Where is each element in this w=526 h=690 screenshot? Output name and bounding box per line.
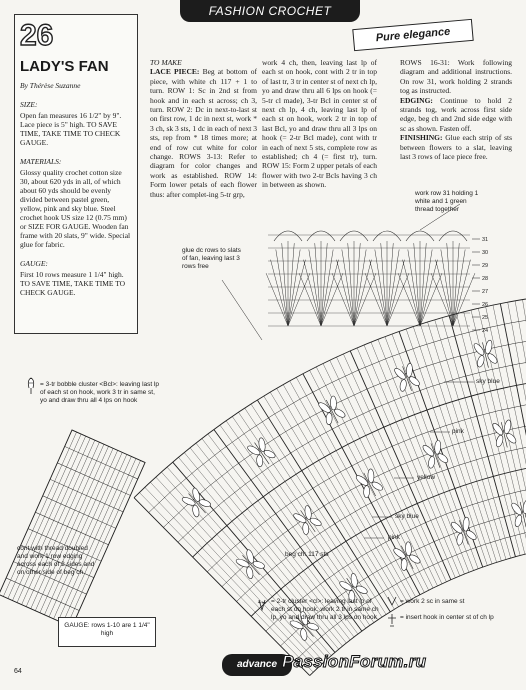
- color-label-yellow: yellow: [417, 474, 436, 481]
- row-number-label: 31: [482, 237, 489, 243]
- pure-elegance-tag: Pure elegance: [352, 19, 473, 51]
- color-label-pink-2: pink: [388, 534, 400, 541]
- project-number: 26: [20, 19, 54, 52]
- bobble-symbol-icon: [28, 378, 33, 394]
- two-sc-legend: = work 2 sc in same st: [400, 598, 465, 605]
- flower-motif: [420, 438, 451, 472]
- flower-motif: [353, 466, 386, 501]
- page-number: 64: [14, 668, 22, 675]
- cluster-legend: = 2-tr cluster <cl>: leaving last lp of each st on hook, work 2 tr in same ch lp, yo and draw thru all 3 lps on hook: [271, 598, 379, 621]
- finishing-text: Glue each strip of sts between flowers to a slat, leaving last 3 rows of lace piece free.: [400, 133, 512, 162]
- flower-motif: [391, 361, 422, 395]
- color-label-sky-blue-2: sky blue: [395, 513, 419, 520]
- lace-piece-heading: LACE PIECE:: [150, 67, 200, 77]
- bobble-legend: = 3-tr bobble cluster <Bcl>: leaving last lp of each st on hook, work 3 tr in same st, yo and draw thru all 4 lps on hook: [40, 381, 160, 404]
- insert-hook-symbol-icon: [388, 614, 396, 626]
- row-number-label: 24: [482, 328, 489, 334]
- edging-heading: EDGING:: [400, 95, 433, 105]
- size-text: Open fan measures 16 1/2" by 9". Lace piece is 5" high. TO SAVE TIME, TAKE TIME TO CHECK GAUGE.: [20, 111, 122, 147]
- edging-note: cont with thread doubled and work 1 row edging across each of 2 sides and on other side of beg ch: [17, 545, 95, 576]
- byline: By Thérèse Suzanne: [20, 81, 81, 90]
- gauge-text: First 10 rows measure 1 1/4" high. TO SAVE TIME, TAKE TIME TO CHECK GAUGE.: [20, 270, 126, 297]
- flower-motifs: [179, 325, 526, 644]
- glue-note: glue dc rows to slats of fan, leaving last 3 rows free: [182, 247, 241, 270]
- materials-heading: MATERIALS:: [20, 157, 62, 166]
- beg-ch-label: beg ch: 117 sts: [285, 551, 329, 558]
- fan-top-rows: [266, 231, 475, 326]
- materials-text: Glossy quality crochet cotton size 30, about 620 yds in all, of which about 60 yds should be evenly divided between pastel green, yellow, pink and sky blue. Steel crochet hook US size 12 (0.75 mm) or SIZE FOR GAUGE. Wooden fan frame with 20 slats, 9" wide. Special glue for fabric.: [20, 168, 131, 249]
- rows-16-31-text: ROWS 16-31: Work following diagram and additional instructions. On row 31, work holding 2 strands tog as instructed.: [400, 58, 512, 96]
- row-number-label: 28: [482, 276, 489, 282]
- row-31-note: work row 31 holding 1 white and 1 green thread together: [415, 190, 479, 213]
- size-heading: SIZE:: [20, 100, 38, 109]
- gauge-heading: GAUGE:: [20, 259, 48, 268]
- pointer-glue: [222, 280, 262, 340]
- finishing-heading: FINISHING:: [400, 133, 443, 143]
- row-14-continued-text: work 4 ch, then, leaving last lp of each st on hook, cont with 2 tr in top of last tr, 3 tr in center st of next ch lp, yo and draw thru all 6 lps on hook (= 5-tr cl made), 3-tr Bcl in center st of next ch lp, 4 ch, leaving last lp of each st on hook, work 2 tr in top of last Bcl, yo and draw thru all 3 lps on hook (= 2-tr Bcl made), cont with tr in each of next 5 sts, complete row as established; ch 4 (= first tr), turn. ROW 15: Form 2 upper petals of each flower with two 2-tr Bcls having 3 ch in between as shown.: [262, 58, 377, 190]
- advance-logo: advance: [222, 654, 292, 676]
- flower-motif: [244, 435, 279, 471]
- color-label-sky-blue-1: sky blue: [476, 378, 500, 385]
- row-number-label: 27: [482, 289, 489, 295]
- row-number-label: 26: [482, 302, 489, 308]
- gauge-box: GAUGE: rows 1-10 are 1 1/4" high: [58, 617, 156, 647]
- color-label-pink-1: pink: [452, 428, 464, 435]
- row-number-labels: [472, 237, 488, 334]
- lower-strip: [0, 430, 145, 627]
- edging-text: Continue to hold 2 strands tog, work across first side edge, beg ch and 2nd side edge with sc as shown. Fasten off.: [400, 95, 513, 133]
- row-number-label: 29: [482, 263, 489, 269]
- watermark: PassionForum.ru: [282, 652, 427, 671]
- to-make-heading: TO MAKE: [150, 58, 182, 67]
- insert-hook-legend: = insert hook in center st of ch lp: [400, 614, 494, 621]
- project-title: LADY'S FAN: [20, 58, 109, 75]
- row-number-label: 30: [482, 250, 489, 256]
- banner-text: FASHION CROCHET: [208, 4, 332, 18]
- flower-motif: [490, 418, 519, 450]
- lace-piece-text: Beg at bottom of piece, with white ch 117 + 1 to turn. ROW 1: Sc in 2nd st from hook and in each st across; ch 3, turn. ROW 2: Dc in next-to-last st on first row, 1 dc in next st, work * 3 ch, sk 3 sts, 1 dc in each of next 3 sts, rep from * 18 times more; at end of row cut white for color change. ROWS 3-13: Refer to diagram for color changes and work as established. ROW 14: Form lower petals of each flower thus: after complet-ing 5-tr grp,: [150, 67, 257, 199]
- flower-motif: [508, 498, 526, 530]
- row-number-label: 25: [482, 315, 489, 321]
- flower-motif: [471, 338, 500, 370]
